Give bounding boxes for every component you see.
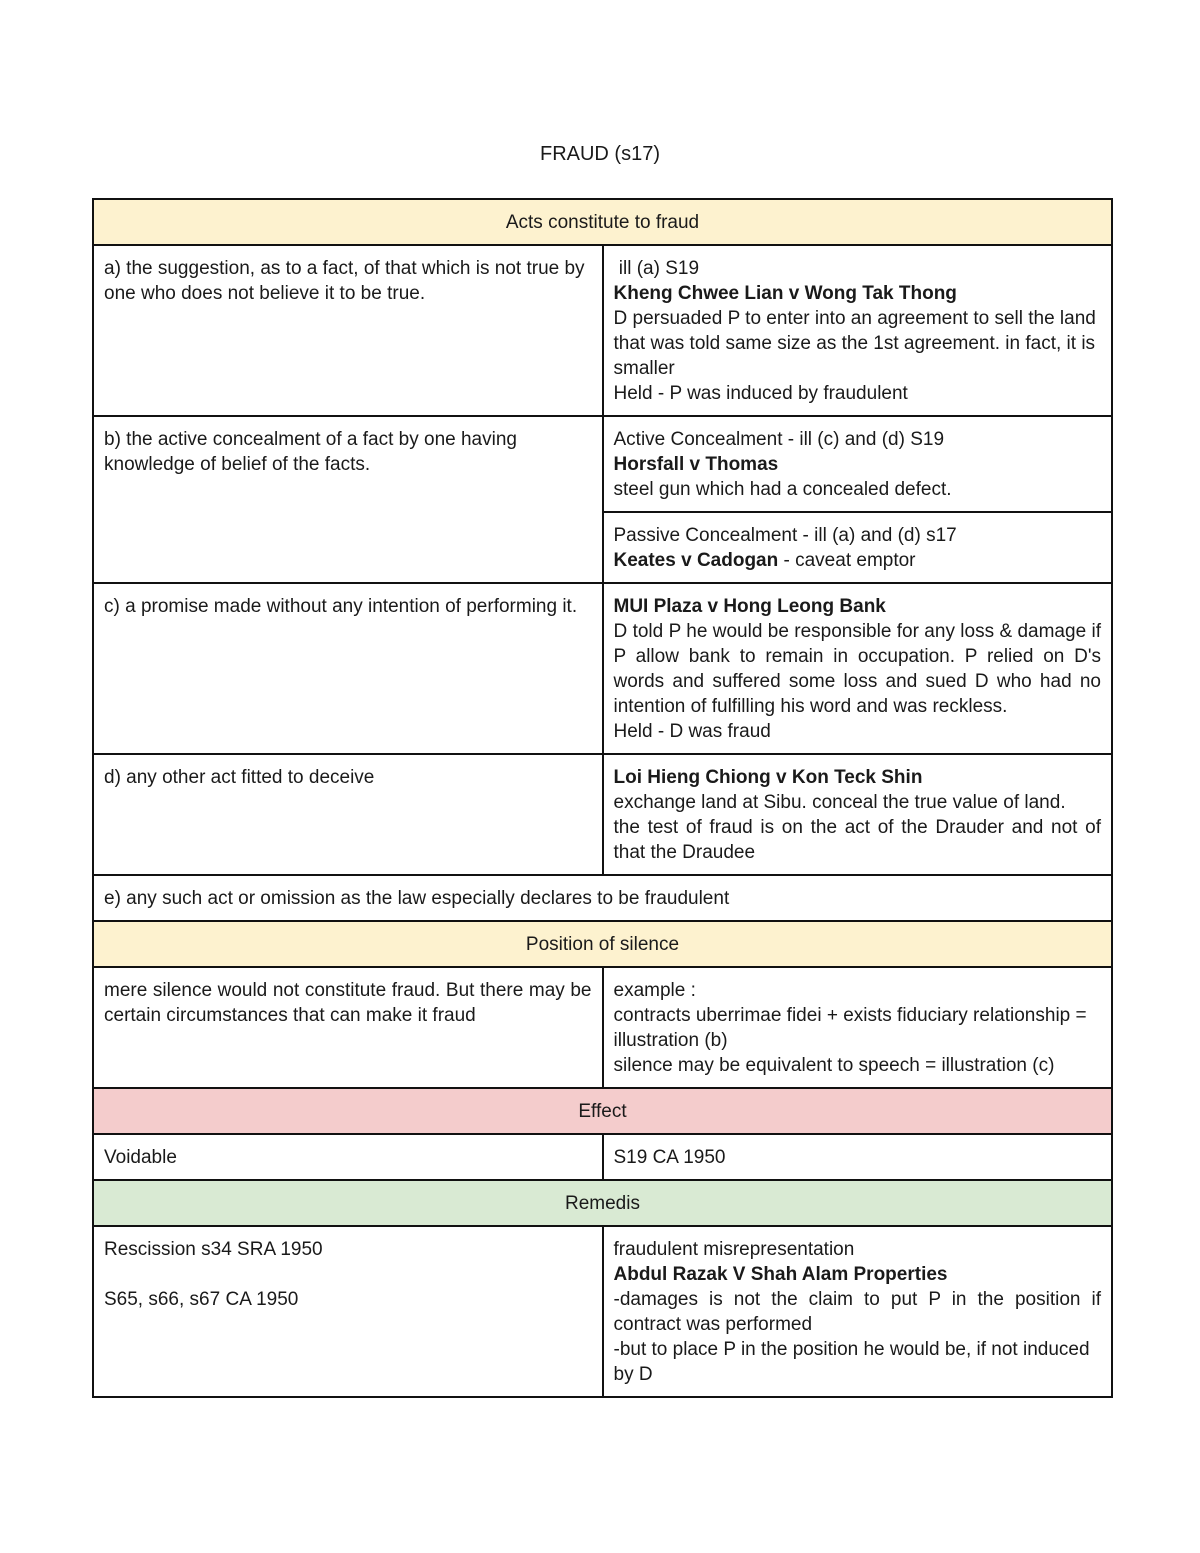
row-c-desc: D told P he would be responsible for any loss & damage if P allow bank to remain in occupation. P relied on D's words and suffered some loss and sued D who had no intention of fulfilling his word and was reckless. [613, 621, 1101, 717]
silence-heading: Position of silence [93, 921, 1112, 967]
row-c-right [603, 583, 1113, 754]
effect-right: S19 CA 1950 [603, 1134, 1113, 1180]
row-e-full: e) any such act or omission as the law especially declares to be fraudulent [93, 875, 1112, 921]
row-d-right [603, 754, 1113, 875]
row-c-left: c) a promise made without any intention of performing it. [93, 583, 603, 754]
silence-right [603, 967, 1113, 1088]
row-c-held: Held - D was fraud [613, 721, 771, 742]
effect-left: Voidable [93, 1134, 603, 1180]
row-b-left: b) the active concealment of a fact by one having knowledge of belief of the facts. [93, 416, 603, 583]
row-a-held: Held - P was induced by fraudulent [613, 383, 908, 404]
silence-speech: silence may be equivalent to speech = illustration (c) [613, 1055, 1055, 1076]
silence-uberrimae: contracts uberrimae fidei + exists fiduciary relationship = illustration (b) [613, 1005, 1087, 1051]
remedies-row [93, 1226, 1112, 1397]
row-c [93, 583, 1112, 754]
row-a-ref: ill (a) S19 [613, 258, 700, 279]
remedies-case: Abdul Razak V Shah Alam Properties [613, 1264, 948, 1285]
row-b-passive-case: Keates v Cadogan [613, 550, 779, 571]
row-b-right-active [603, 416, 1113, 512]
row-b-active-desc: steel gun which had a concealed defect. [613, 479, 952, 500]
row-c-case: MUI Plaza v Hong Leong Bank [613, 596, 886, 617]
row-b-passive-suffix: - caveat emptor [778, 550, 916, 571]
effect-row [93, 1134, 1112, 1180]
row-d-test: the test of fraud is on the act of the Drauder and not of that the Draudee [613, 817, 1101, 863]
row-b-1 [93, 416, 1112, 512]
row-e [93, 875, 1112, 921]
remedies-rescission: Rescission s34 SRA 1950 [104, 1239, 323, 1260]
row-b-right-passive [603, 512, 1113, 583]
row-a-case: Kheng Chwee Lian v Wong Tak Thong [613, 283, 957, 304]
acts-heading-row [93, 199, 1112, 245]
page-title: FRAUD (s17) [539, 143, 660, 165]
fraud-notes-table [92, 198, 1113, 1398]
row-a [93, 245, 1112, 416]
row-b-passive-ref: Passive Concealment - ill (a) and (d) s17 [613, 525, 957, 546]
remedies-damages: -damages is not the claim to put P in the position if contract was performed [613, 1289, 1101, 1335]
remedies-fraudulent: fraudulent misrepresentation [613, 1239, 855, 1260]
remedies-place: -but to place P in the position he would be, if not induced by D [613, 1339, 1090, 1385]
effect-heading-row [93, 1088, 1112, 1134]
remedies-left [93, 1226, 603, 1397]
row-d-case: Loi Hieng Chiong v Kon Teck Shin [613, 767, 923, 788]
row-b-passive-line [614, 548, 1102, 573]
row-a-desc: D persuaded P to enter into an agreement to sell the land that was told same size as the 1st agreement. in fact, it is smaller [613, 308, 1096, 379]
silence-left: mere silence would not constitute fraud. But there may be certain circumstances that can make it fraud [93, 967, 603, 1088]
remedies-right [603, 1226, 1113, 1397]
row-a-left: a) the suggestion, as to a fact, of that which is not true by one who does not believe it to be true. [93, 245, 603, 416]
acts-heading: Acts constitute to fraud [93, 199, 1112, 245]
silence-heading-row [93, 921, 1112, 967]
silence-example: example : [613, 980, 696, 1001]
remedies-heading: Remedis [93, 1180, 1112, 1226]
remedies-sections: S65, s66, s67 CA 1950 [104, 1289, 299, 1310]
row-d-desc: exchange land at Sibu. conceal the true value of land. [613, 792, 1066, 813]
row-d-left: d) any other act fitted to deceive [93, 754, 603, 875]
remedies-heading-row [93, 1180, 1112, 1226]
silence-row [93, 967, 1112, 1088]
row-d [93, 754, 1112, 875]
row-b-active-case: Horsfall v Thomas [613, 454, 779, 475]
remedies-spacer [104, 1262, 592, 1287]
row-a-right [603, 245, 1113, 416]
effect-heading: Effect [93, 1088, 1112, 1134]
row-b-active-ref: Active Concealment - ill (c) and (d) S19 [613, 429, 945, 450]
